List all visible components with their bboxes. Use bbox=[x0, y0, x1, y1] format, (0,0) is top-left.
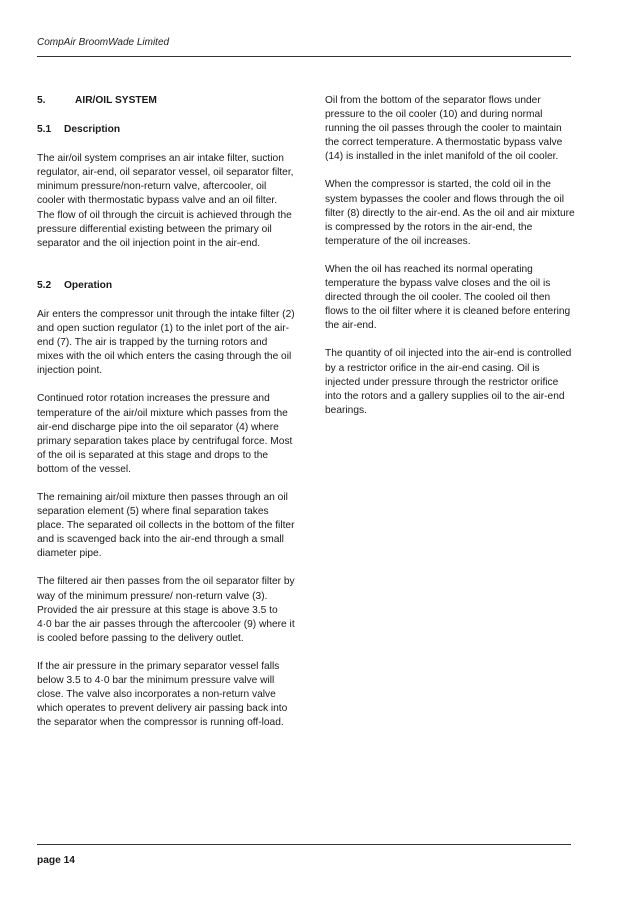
oil-flow-paragraph: When the compressor is started, the cold oil in the system bypasses the cooler and flows through the oil filter (8) directly to the air-end. As the oil and air mixture is compressed by the rotors in the air-end, the temperature of the oil increases. bbox=[325, 179, 575, 247]
section-title: AIR/OIL SYSTEM bbox=[75, 95, 157, 106]
company-name: CompAir BroomWade Limited bbox=[37, 37, 170, 48]
left-column bbox=[37, 94, 295, 730]
page-number: page 14 bbox=[37, 855, 75, 866]
footer-rule bbox=[37, 844, 571, 845]
description-heading bbox=[37, 123, 295, 137]
operation-paragraph: Air enters the compressor unit through the intake filter (2) and open suction regulator (1) to the inlet port of the air-end (7). The air is trapped by the turning rotors and mixes with the oil which enters the casing through the oil injection point. bbox=[37, 308, 295, 377]
description-title: Description bbox=[64, 124, 121, 136]
section-heading bbox=[37, 94, 295, 108]
oil-flow-paragraph: Oil from the bottom of the separator flows under pressure to the oil cooler (10) and during normal running the oil passes through the cooler to maintain the correct temperature. A thermostatic bypass valve (14) is installed in the inlet manifold of the oil cooler. bbox=[325, 95, 563, 163]
oil-flow-paragraph: When the oil has reached its normal operating temperature the bypass valve closes and the oil is directed through the oil cooler. The cooled oil then flows to the oil filter where it is cleaned before entering the air-end. bbox=[325, 263, 571, 332]
operation-number: 5.2 bbox=[37, 279, 52, 291]
operation-paragraph: The filtered air then passes from the oil separator filter by way of the minimum pressure/ non-return valve (3). Provided the air pressure at this stage is above 3.5 to 4·0 bar the air passes through the aftercooler (9) where it is cooled before passing to the delivery outlet. bbox=[37, 576, 295, 644]
description-number: 5.1 bbox=[37, 124, 52, 136]
oil-flow-paragraph: The quantity of oil injected into the air-end is controlled by a restrictor orifice in the air-end casing. Oil is injected under pressure through the restrictor orifice into the rotors and a gallery supplies oil to the air-end bearings. bbox=[325, 348, 572, 416]
operation-paragraph: Continued rotor rotation increases the pressure and temperature of the air/oil mixture which passes from the air-end discharge pipe into the oil separator (4) where primary separation takes place by centrifugal force. Most of the oil is separated at this stage and drops to the bottom of the vessel. bbox=[37, 393, 293, 475]
header-rule bbox=[37, 56, 571, 57]
operation-paragraph: If the air pressure in the primary separator vessel falls below 3.5 to 4·0 bar the minimum pressure valve will close. The valve also incorporates a non-return valve which operates to prevent delivery air passing back into the separator when the compressor is running off-load. bbox=[37, 660, 288, 729]
operation-heading bbox=[37, 279, 295, 293]
section-number: 5. bbox=[37, 95, 46, 106]
operation-title: Operation bbox=[64, 279, 113, 291]
operation-paragraph: The remaining air/oil mixture then passes through an oil separation element (5) where final separation takes place. The separated oil collects in the bottom of the filter and is scavenged back into the air-end through a small diameter pipe. bbox=[37, 491, 295, 560]
description-paragraph: The air/oil system comprises an air intake filter, suction regulator, air-end, oil separator vessel, oil separator filter, minimum pressure/non-return valve, aftercooler, oil cooler with thermostatic bypass valve and an oil filter. The flow of oil through the circuit is achieved through the pressure differential existing between the primary oil separator and the oil injection point in the air-end. bbox=[37, 153, 294, 249]
right-column bbox=[325, 94, 575, 418]
